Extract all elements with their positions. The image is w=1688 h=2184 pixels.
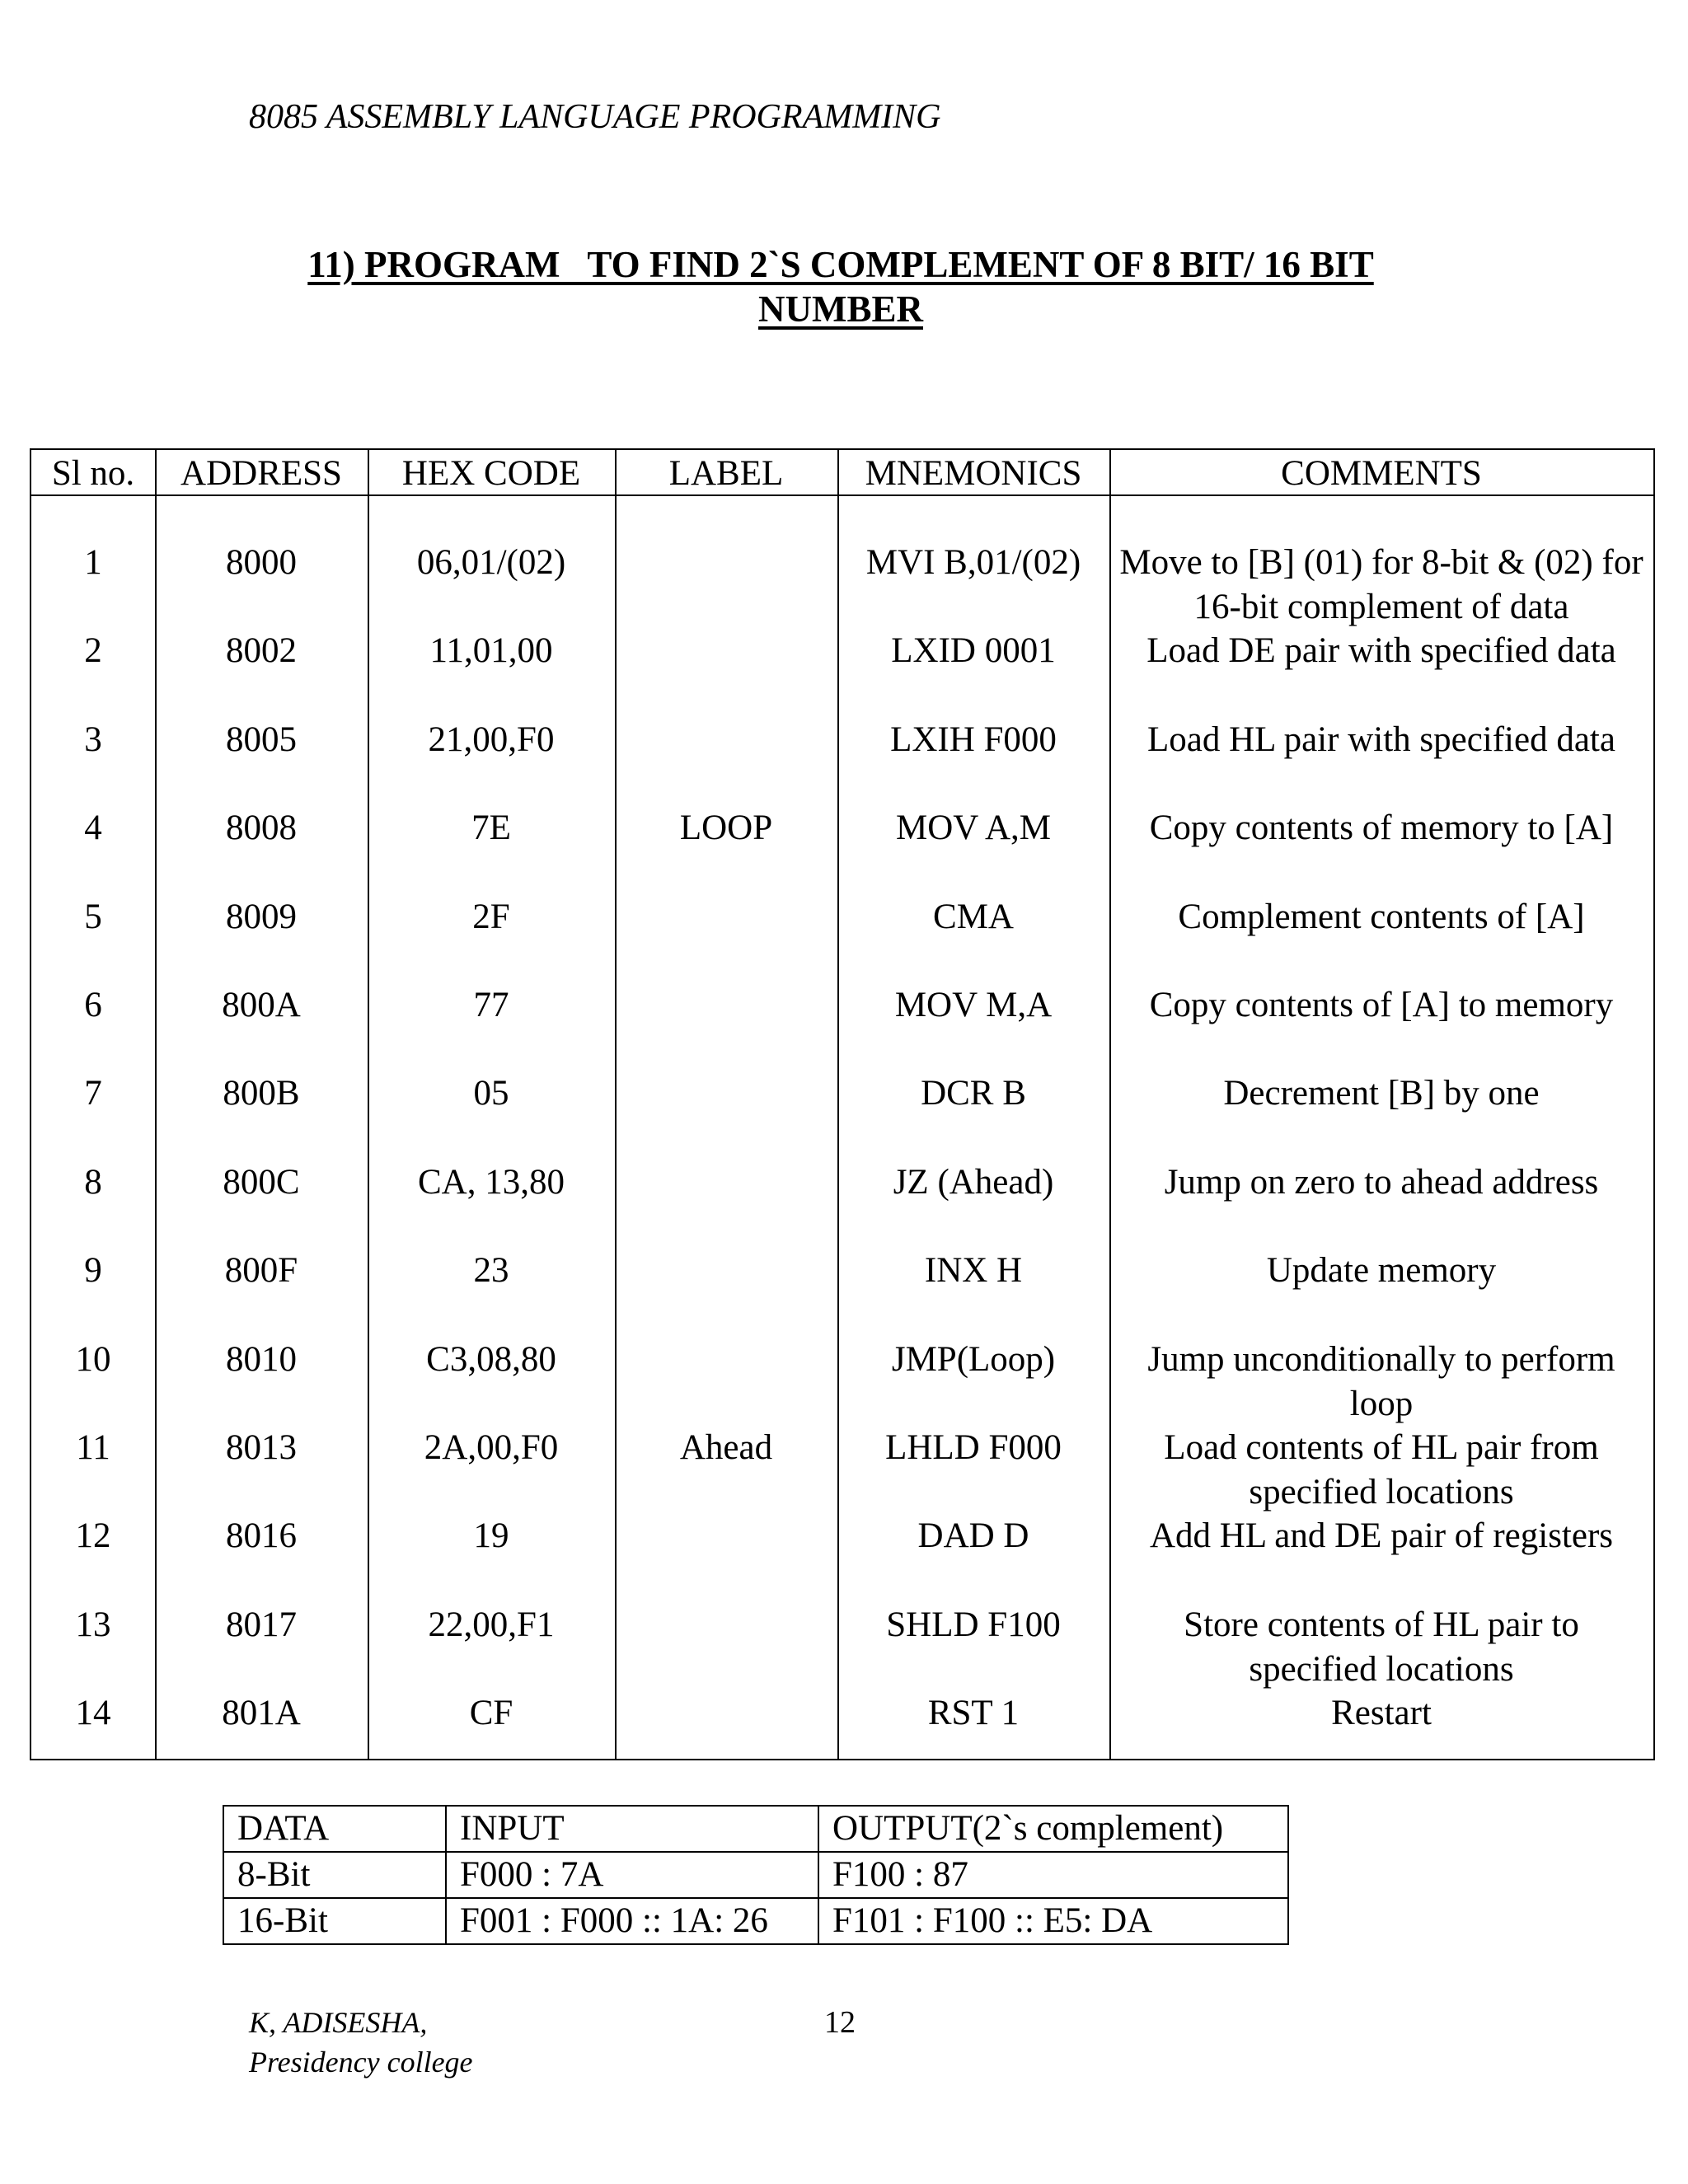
cell-address: 800A bbox=[222, 986, 301, 1024]
data-header-data: DATA bbox=[223, 1806, 446, 1852]
cell-sl-no: 3 bbox=[84, 719, 102, 759]
cell-address: 8016 bbox=[226, 1516, 297, 1556]
cell-address: 800B bbox=[223, 1074, 300, 1113]
cell-label: LOOP bbox=[679, 808, 773, 848]
cell-mnemonic: INX H bbox=[924, 1251, 1023, 1291]
column-divider bbox=[837, 450, 839, 1759]
cell-sl-no: 5 bbox=[84, 897, 102, 936]
cell-hex-code: 21,00,F0 bbox=[428, 719, 555, 759]
data-table bbox=[223, 1805, 1289, 1945]
cell-mnemonic: MVI B,01/(02) bbox=[865, 543, 1081, 582]
cell-comment: Jump unconditionally to perform loop bbox=[1147, 1339, 1615, 1423]
column-divider bbox=[1109, 450, 1111, 1759]
footer-author: K, ADISESHA, bbox=[249, 2006, 428, 2039]
cell-hex-code: C3,08,80 bbox=[426, 1339, 556, 1379]
cell-sl-no: 7 bbox=[84, 1074, 102, 1113]
header-label: LABEL bbox=[668, 454, 784, 493]
cell-address: 8013 bbox=[226, 1428, 297, 1467]
column-divider bbox=[368, 450, 369, 1759]
cell-mnemonic: LXID 0001 bbox=[891, 631, 1056, 671]
header-divider bbox=[31, 494, 1653, 496]
cell-mnemonic: CMA bbox=[933, 897, 1014, 936]
cell-sl-no: 14 bbox=[75, 1694, 111, 1733]
title-line-2: NUMBER bbox=[758, 288, 923, 330]
header-mnemonics: MNEMONICS bbox=[865, 454, 1082, 493]
cell-comment: Load DE pair with specified data bbox=[1146, 631, 1616, 671]
cell-comment: Copy contents of memory to [A] bbox=[1149, 808, 1614, 848]
cell-hex-code: 19 bbox=[473, 1516, 509, 1556]
cell-comment: Update memory bbox=[1266, 1251, 1497, 1291]
cell-comment: Decrement [B] by one bbox=[1223, 1074, 1540, 1113]
cell-address: 8009 bbox=[226, 897, 297, 936]
title-line-1: 11) PROGRAM TO FIND 2`S COMPLEMENT OF 8 BIT/ 16 BIT bbox=[307, 244, 1374, 285]
header-comments: COMMENTS bbox=[1281, 454, 1482, 493]
footer-college: Presidency college bbox=[249, 2046, 473, 2079]
data-table-row bbox=[223, 1852, 1288, 1898]
column-divider bbox=[615, 450, 617, 1759]
cell-comment: Load HL pair with specified data bbox=[1147, 719, 1615, 759]
cell-sl-no: 8 bbox=[84, 1162, 102, 1202]
data-header-output: OUTPUT(2`s complement) bbox=[818, 1806, 1288, 1852]
cell-comment: Jump on zero to ahead address bbox=[1164, 1162, 1599, 1202]
cell-hex-code: 22,00,F1 bbox=[428, 1605, 555, 1644]
cell-mnemonic: DAD D bbox=[917, 1516, 1029, 1556]
cell-mnemonic: SHLD F100 bbox=[886, 1605, 1061, 1644]
page-number: 12 bbox=[824, 2005, 856, 2040]
data-cell-input: F001 : F000 :: 1A: 26 bbox=[446, 1898, 818, 1944]
cell-address: 8008 bbox=[226, 808, 297, 848]
cell-hex-code: 06,01/(02) bbox=[416, 543, 566, 582]
cell-comment: Restart bbox=[1331, 1694, 1432, 1733]
cell-hex-code: 23 bbox=[473, 1251, 509, 1291]
data-table-header-row bbox=[223, 1806, 1288, 1852]
cell-label: Ahead bbox=[679, 1428, 773, 1467]
cell-mnemonic: MOV M,A bbox=[894, 986, 1053, 1024]
cell-hex-code: CF bbox=[469, 1694, 513, 1733]
running-header: 8085 ASSEMBLY LANGUAGE PROGRAMMING bbox=[249, 98, 941, 136]
data-cell-output: F101 : F100 :: E5: DA bbox=[818, 1898, 1288, 1944]
data-cell-type: 8-Bit bbox=[223, 1852, 446, 1898]
cell-hex-code: 77 bbox=[473, 986, 509, 1024]
cell-mnemonic: JMP(Loop) bbox=[891, 1339, 1056, 1379]
footer-author-block bbox=[249, 2003, 473, 2082]
cell-address: 8010 bbox=[226, 1339, 297, 1379]
cell-comment: Copy contents of [A] to memory bbox=[1149, 986, 1614, 1024]
cell-sl-no: 4 bbox=[84, 808, 102, 848]
page-title bbox=[165, 242, 1517, 331]
cell-comment: Add HL and DE pair of registers bbox=[1149, 1516, 1614, 1556]
cell-address: 800F bbox=[224, 1251, 298, 1291]
cell-hex-code: CA, 13,80 bbox=[418, 1162, 565, 1202]
cell-mnemonic: RST 1 bbox=[927, 1694, 1020, 1733]
cell-comment: Load contents of HL pair from specified locations bbox=[1164, 1428, 1599, 1511]
cell-sl-no: 13 bbox=[75, 1605, 111, 1644]
cell-mnemonic: LHLD F000 bbox=[885, 1428, 1062, 1467]
data-cell-type: 16-Bit bbox=[223, 1898, 446, 1944]
cell-hex-code: 11,01,00 bbox=[429, 631, 553, 671]
cell-hex-code: 7E bbox=[471, 808, 511, 848]
cell-sl-no: 1 bbox=[84, 543, 102, 582]
cell-hex-code: 05 bbox=[473, 1074, 509, 1113]
cell-sl-no: 6 bbox=[84, 986, 102, 1024]
cell-comment: Complement contents of [A] bbox=[1178, 897, 1585, 936]
data-table-row bbox=[223, 1898, 1288, 1944]
cell-sl-no: 12 bbox=[75, 1516, 111, 1556]
cell-address: 8005 bbox=[226, 719, 297, 759]
header-address: ADDRESS bbox=[181, 454, 342, 493]
cell-address: 8002 bbox=[226, 631, 297, 671]
cell-mnemonic: LXIH F000 bbox=[890, 719, 1057, 759]
column-divider bbox=[155, 450, 157, 1759]
cell-address: 800C bbox=[223, 1162, 300, 1202]
cell-sl-no: 11 bbox=[76, 1428, 110, 1467]
cell-address: 8000 bbox=[226, 543, 297, 582]
cell-sl-no: 2 bbox=[84, 631, 102, 671]
program-table bbox=[30, 448, 1655, 1760]
cell-mnemonic: JZ (Ahead) bbox=[893, 1162, 1054, 1202]
cell-comment: Move to [B] (01) for 8-bit & (02) for 16-bit complement of data bbox=[1119, 543, 1643, 626]
cell-comment: Store contents of HL pair to specified locations bbox=[1184, 1605, 1579, 1689]
cell-hex-code: 2A,00,F0 bbox=[424, 1428, 559, 1467]
cell-mnemonic: MOV A,M bbox=[896, 808, 1051, 848]
cell-sl-no: 9 bbox=[84, 1251, 102, 1291]
data-header-input: INPUT bbox=[446, 1806, 818, 1852]
header-hex-code: HEX CODE bbox=[401, 454, 581, 493]
cell-mnemonic: DCR B bbox=[921, 1074, 1026, 1113]
data-cell-output: F100 : 87 bbox=[818, 1852, 1288, 1898]
cell-hex-code: 2F bbox=[472, 897, 510, 936]
header-sl-no: Sl no. bbox=[51, 454, 135, 493]
data-cell-input: F000 : 7A bbox=[446, 1852, 818, 1898]
cell-address: 801A bbox=[222, 1694, 301, 1733]
cell-address: 8017 bbox=[226, 1605, 297, 1644]
cell-sl-no: 10 bbox=[75, 1339, 111, 1379]
